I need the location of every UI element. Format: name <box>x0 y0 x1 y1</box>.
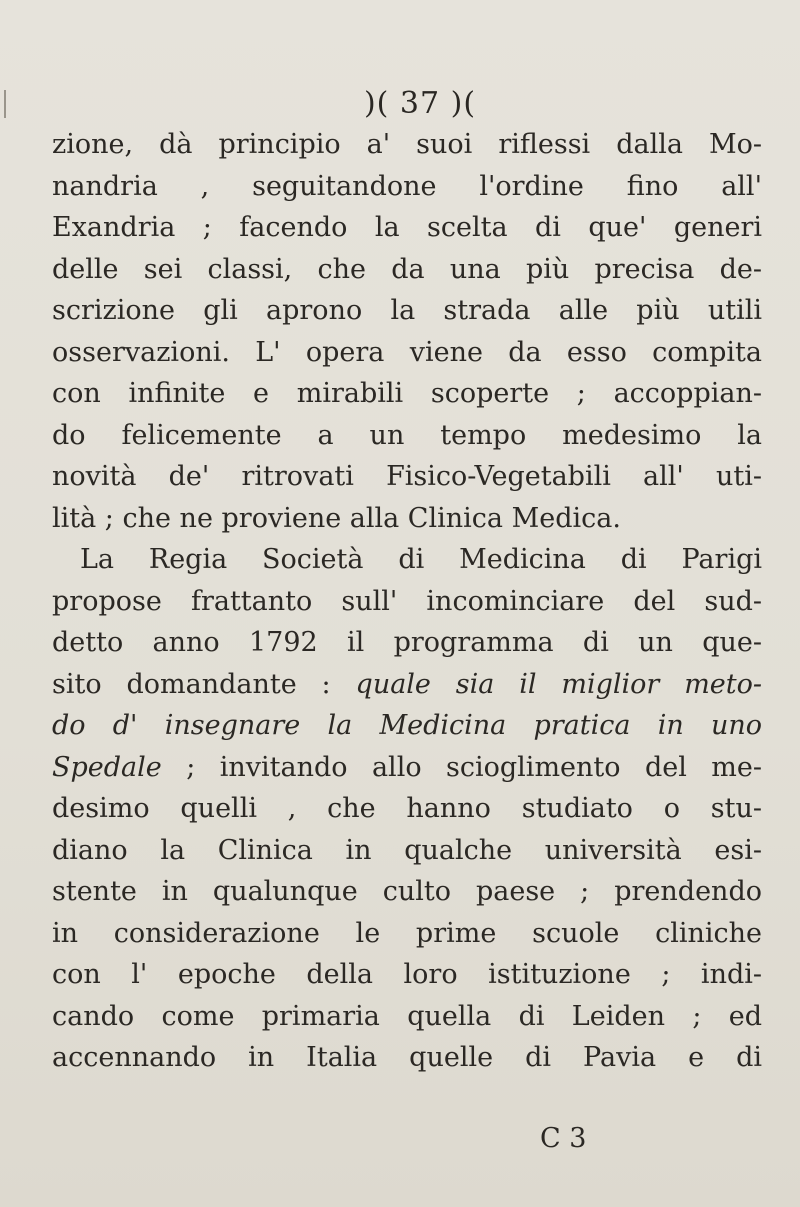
text-line-20: in considerazione le prime scuole cliniche <box>52 917 762 949</box>
text-line-14-roman: sito domandante : <box>52 668 356 700</box>
text-line-3: Exandria ; facendo la scelta di que' generi <box>52 212 762 243</box>
text-line-7: con infinite e mirabili scoperte ; accoppian- <box>52 378 762 409</box>
text-line-8: do felicemente a un tempo medesimo la <box>52 419 762 451</box>
text-line-16-italic: Spedale <box>52 751 162 783</box>
text-line-23: accennando in Italia quelle di Pavia e di <box>52 1042 762 1073</box>
text-line-22: cando come primaria quella di Leiden ; ed <box>52 1000 762 1032</box>
text-line-4: delle sei classi, che da una più precisa de- <box>52 253 762 285</box>
text-line-11: La Regia Società di Medicina di Parigi <box>80 544 762 575</box>
text-line-14 <box>52 664 762 706</box>
text-line-9: novità de' ritrovati Fisico-Vegetabili all' uti- <box>52 461 762 492</box>
text-line-18: diano la Clinica in qualche università esi- <box>52 834 762 866</box>
text-line-5: scrizione gli aprono la strada alle più utili <box>52 295 762 326</box>
text-line-6: osservazioni. L' opera viene da esso compita <box>52 336 762 368</box>
text-line-19: stente in qualunque culto paese ; prendendo <box>52 876 762 907</box>
text-line-13: detto anno 1792 il programma di un que- <box>52 627 762 658</box>
text-line-17: desimo quelli , che hanno studiato o stu- <box>52 793 762 824</box>
text-line-21: con l' epoche della loro istituzione ; indi- <box>52 959 762 990</box>
text-line-16-roman: ; invitando allo scioglimento del me- <box>161 751 762 783</box>
text-line-10: lità ; che ne proviene alla Clinica Medica. <box>52 502 621 534</box>
text-line-1: zione, dà principio a' suoi riflessi dalla Mo- <box>52 129 762 160</box>
signature-mark: C 3 <box>540 1123 587 1154</box>
text-line-12: propose frattanto sull' incominciare del sud- <box>52 585 762 617</box>
text-line-2: nandria , seguitandone l'ordine fino all' <box>52 170 762 202</box>
page-number-header: )( 37 )( <box>363 86 477 121</box>
body-text <box>52 124 762 1079</box>
text-line-16 <box>52 747 762 789</box>
text-line-14-italic: quale sia il miglior meto- <box>355 668 763 700</box>
text-line-15: do d' insegnare la Medicina pratica in uno <box>52 710 762 741</box>
page-header <box>0 86 800 121</box>
